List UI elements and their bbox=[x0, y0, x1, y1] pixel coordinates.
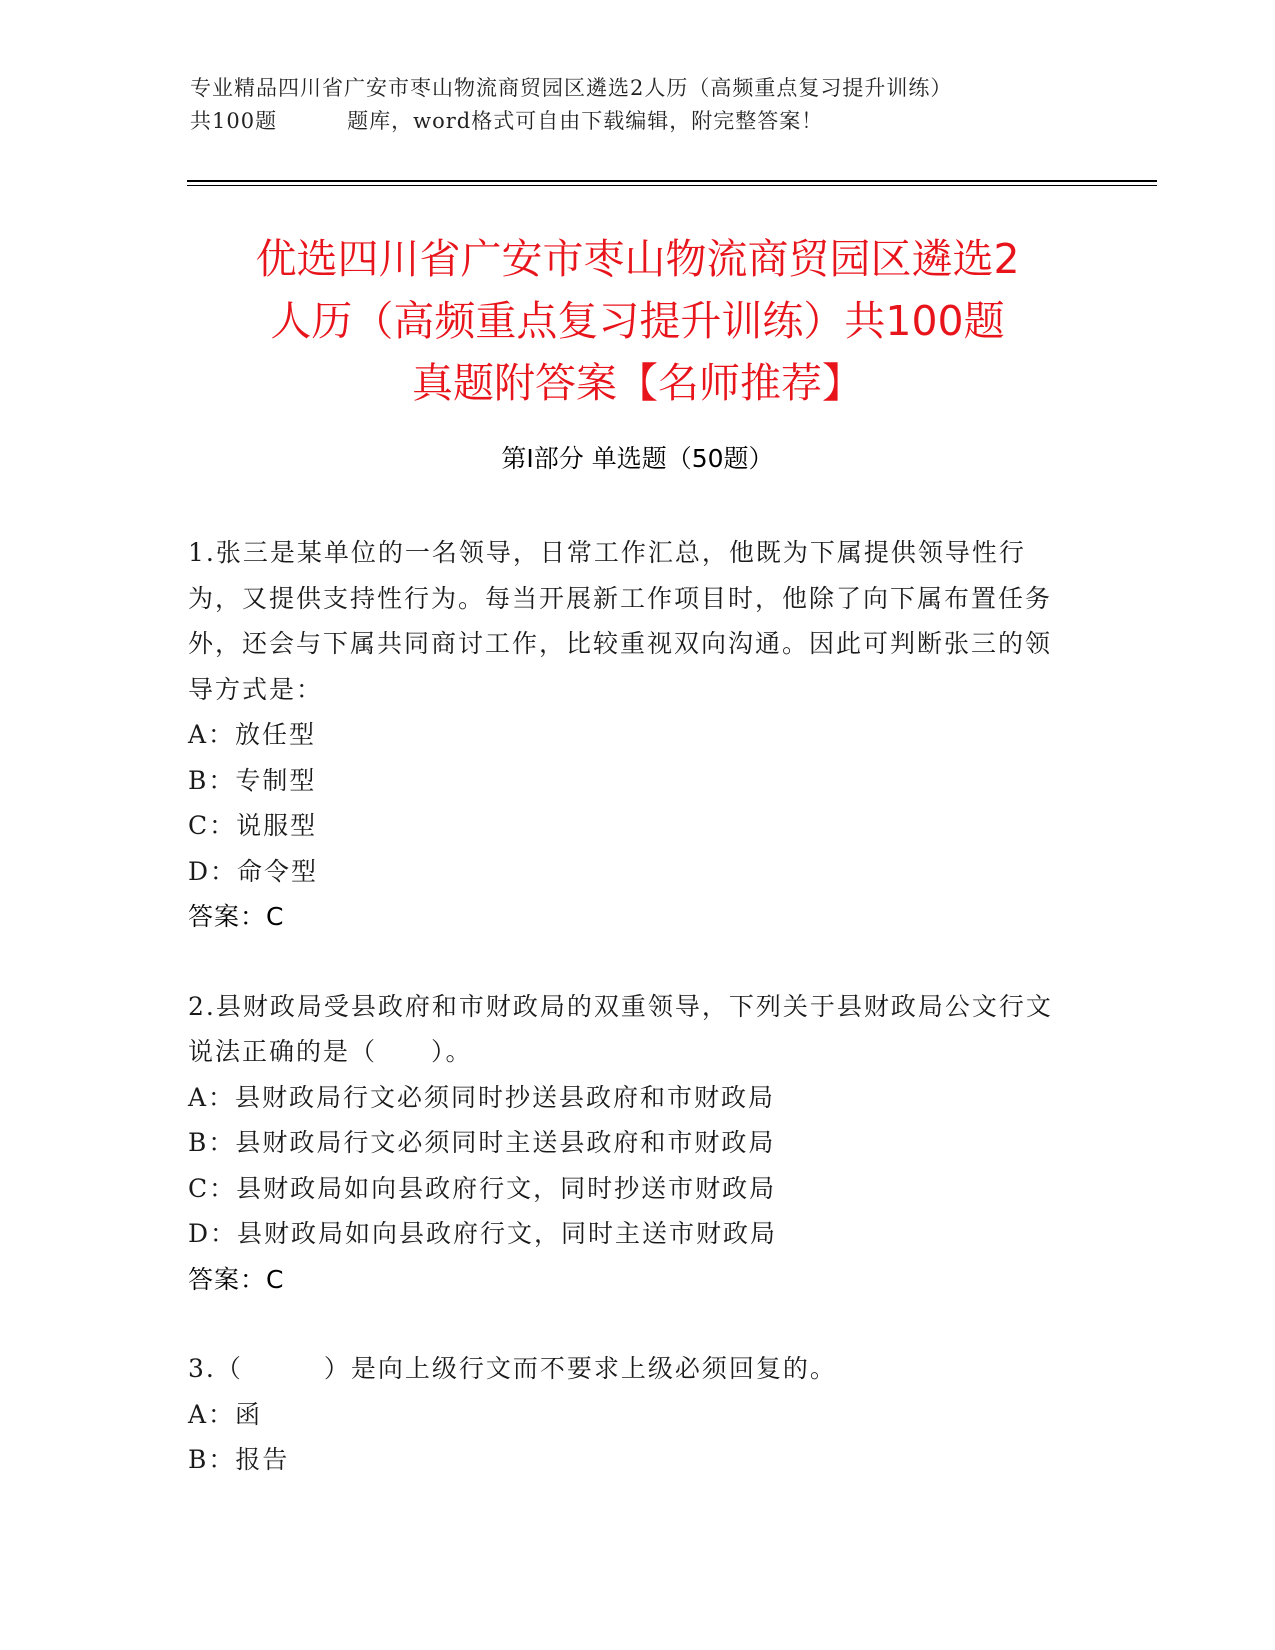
answer-line: 答案：C bbox=[188, 902, 285, 931]
question-3 bbox=[188, 1346, 1058, 1483]
header-description: 题库，word格式可自由下载编辑，附完整答案！ bbox=[347, 109, 824, 133]
title-line-3: 真题附答案【名师推荐】 bbox=[412, 359, 863, 407]
header-line-1: 专业精品四川省广安市枣山物流商贸园区遴选2人历（高频重点复习提升训练） bbox=[190, 76, 953, 100]
question-stem: 1.张三是某单位的一名领导，日常工作汇总，他既为下属提供领导性行为，又提供支持性行为。每当开展新工作项目时，他除了向下属布置任务外，还会与下属共同商讨工作，比较重视双向沟通。因此可判断张三的领导方式是： bbox=[188, 538, 1053, 704]
title-line-1: 优选四川省广安市枣山物流商贸园区遴选2 bbox=[255, 235, 1020, 283]
option-d: D：县财政局如向县政府行文，同时主送市财政局 bbox=[188, 1219, 778, 1248]
option-b: B：县财政局行文必须同时主送县政府和市财政局 bbox=[188, 1128, 776, 1157]
option-c: C：县财政局如向县政府行文，同时抄送市财政局 bbox=[188, 1173, 777, 1203]
question-stem: 2.县财政局受县政府和市财政局的双重领导，下列关于县财政局公文行文说法正确的是（ ）。 bbox=[188, 991, 1053, 1066]
option-b: B：报告 bbox=[188, 1445, 290, 1474]
question-list bbox=[188, 530, 1058, 1527]
question-1 bbox=[188, 530, 1058, 940]
question-stem: 3.（ ）是向上级行文而不要求上级必须回复的。 bbox=[188, 1354, 837, 1383]
option-b: B：专制型 bbox=[188, 765, 317, 795]
answer-line: 答案：C bbox=[188, 1264, 285, 1294]
option-a: A：函 bbox=[188, 1399, 263, 1429]
question-2 bbox=[188, 984, 1058, 1303]
option-d: D：命令型 bbox=[188, 856, 319, 886]
title-line-2: 人历（高频重点复习提升训练）共100题 bbox=[270, 297, 1005, 345]
option-a: A：放任型 bbox=[188, 720, 317, 749]
header-line-2 bbox=[190, 105, 1070, 138]
section-heading: 第Ⅰ部分 单选题（50题） bbox=[501, 444, 774, 473]
document-title bbox=[190, 228, 1085, 414]
page-header bbox=[190, 72, 1070, 138]
header-divider-thin bbox=[187, 185, 1157, 186]
header-divider-thick bbox=[187, 180, 1157, 182]
option-c: C：说服型 bbox=[188, 811, 318, 840]
option-a: A：县财政局行文必须同时抄送县政府和市财政局 bbox=[188, 1082, 776, 1112]
header-count: 共100题 bbox=[190, 109, 278, 133]
